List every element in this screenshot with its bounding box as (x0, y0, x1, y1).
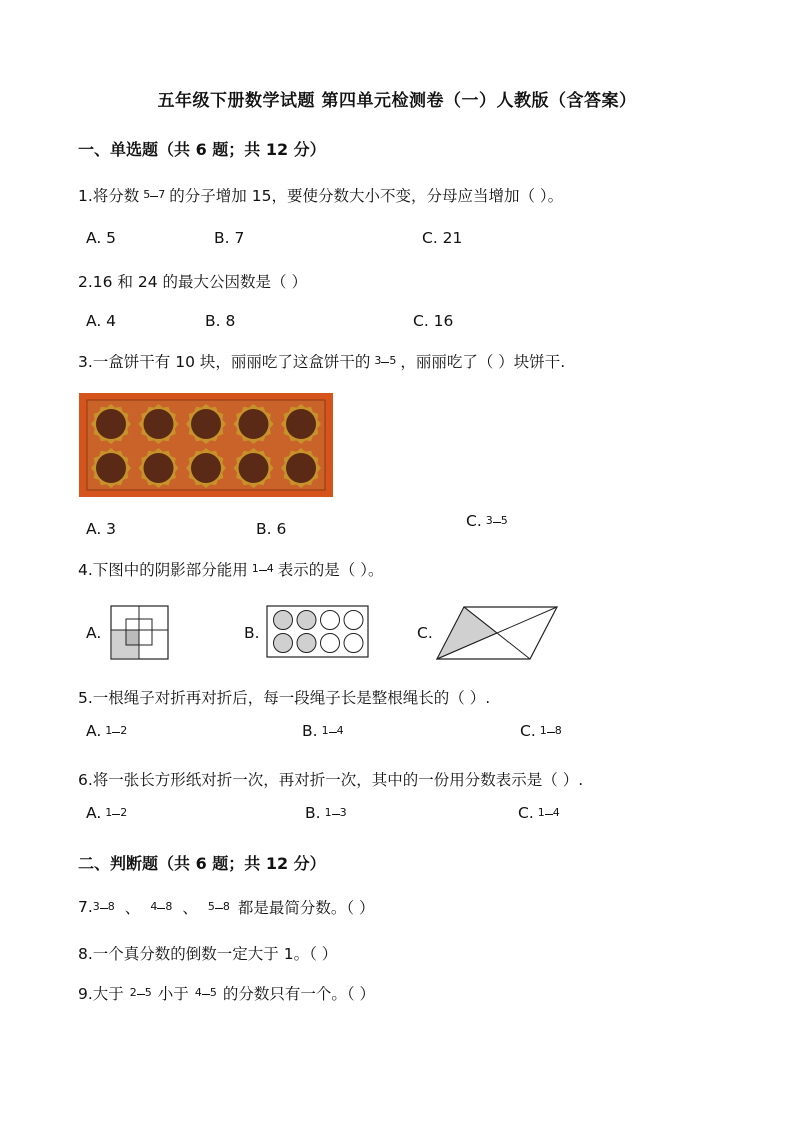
q4-text-post: 表示的是（ ）。 (277, 561, 384, 579)
q7-fraction-2 (150, 901, 172, 913)
q9-text-pre: 9.大于 (78, 985, 124, 1003)
question-8 (78, 942, 337, 964)
q5-c-den: 8 (554, 724, 562, 737)
q5-b-num: 1 (321, 724, 329, 737)
q4-fraction (252, 563, 274, 575)
q7-f1-num: 3 (92, 900, 100, 913)
q9-f2-den: 5 (209, 986, 217, 999)
q7-fraction-1 (93, 901, 115, 913)
q6-a-label: A. (86, 804, 102, 822)
q3-text-post: ，丽丽吃了（ ）块饼干. (400, 353, 566, 371)
q6-c-label: C. (518, 804, 534, 822)
section-single-choice: 一、单选题（共 6 题；共 12 分） (78, 140, 326, 159)
q2-option-c[interactable]: C. 16 (413, 312, 454, 330)
q8-text: 8.一个真分数的倒数一定大于 1。（ ） (78, 945, 338, 963)
q6-b-num: 1 (324, 806, 332, 819)
q1-frac-den: 7 (158, 188, 166, 201)
q6-a-den: 2 (120, 806, 128, 819)
q9-text-mid: 小于 (157, 985, 189, 1003)
q3-option-c[interactable] (466, 512, 512, 530)
q5-a-num: 1 (105, 724, 113, 737)
q5-option-c[interactable] (520, 722, 566, 740)
q9-f1-den: 5 (144, 986, 152, 999)
q6-text: 6.将一张长方形纸对折一次，再对折一次，其中的一份用分数表示是（ ）. (78, 771, 584, 789)
question-5 (78, 686, 490, 708)
q3-option-a[interactable]: A. 3 (86, 520, 117, 538)
q5-c-fraction (540, 725, 562, 737)
q1-option-b[interactable]: B. 7 (214, 229, 245, 247)
figure-b-circle (274, 611, 293, 630)
q1-option-a[interactable]: A. 5 (86, 229, 117, 247)
q5-b-label: B. (302, 722, 318, 740)
q3-c-num: 3 (485, 514, 493, 527)
q9-text-post: 的分数只有一个。（ ） (222, 985, 375, 1003)
question-7 (78, 896, 375, 918)
q4-option-b[interactable]: B. (244, 624, 260, 642)
question-6 (78, 768, 583, 790)
q2-text: 2.16 和 24 的最大公因数是（ ） (78, 273, 307, 291)
q7-sep-2: 、 (182, 899, 198, 917)
question-2 (78, 270, 307, 292)
q1-text-post: 的分子增加 15，要使分数大小不变，分母应当增加（ ）。 (169, 187, 564, 205)
q5-b-fraction (322, 725, 344, 737)
cookie (239, 453, 269, 483)
q6-b-fraction (325, 807, 347, 819)
q4-figure-b (266, 605, 370, 659)
q6-b-label: B. (305, 804, 321, 822)
q1-frac-num: 5 (143, 188, 151, 201)
q7-number: 7. (78, 898, 93, 916)
q3-option-c-fraction (486, 515, 508, 527)
cookie (144, 453, 174, 483)
q7-f1-den: 8 (107, 900, 115, 913)
cookie (191, 409, 221, 439)
q1-option-c[interactable]: C. 21 (422, 229, 463, 247)
cookie (96, 409, 126, 439)
question-4 (78, 558, 383, 580)
q6-option-b[interactable] (305, 804, 351, 822)
q5-option-b[interactable] (302, 722, 348, 740)
q4-option-a[interactable]: A. (86, 624, 102, 642)
q9-f1-num: 2 (129, 986, 137, 999)
cookie (191, 453, 221, 483)
q3-text-pre: 3.一盒饼干有 10 块，丽丽吃了这盒饼干的 (78, 353, 371, 371)
q2-option-a[interactable]: A. 4 (86, 312, 117, 330)
q2-option-b[interactable]: B. 8 (205, 312, 236, 330)
figure-b-circle (344, 611, 363, 630)
figure-b-circle (321, 634, 340, 653)
question-9 (78, 982, 375, 1004)
cookie (96, 453, 126, 483)
cookie (286, 453, 316, 483)
figure-b-circle (297, 634, 316, 653)
q5-c-num: 1 (539, 724, 547, 737)
q4-frac-den: 4 (266, 562, 274, 575)
q4-option-c[interactable]: C. (417, 624, 433, 642)
q6-a-num: 1 (105, 806, 113, 819)
figure-b-circle (297, 611, 316, 630)
q3-frac-num: 3 (374, 354, 382, 367)
page-title: 五年级下册数学试题 第四单元检测卷（一）人教版（含答案） (157, 91, 637, 111)
q5-text: 5.一根绳子对折再对折后，每一段绳子长是整根绳长的（ ）. (78, 689, 491, 707)
q6-c-num: 1 (537, 806, 545, 819)
q5-b-den: 4 (336, 724, 344, 737)
figure-b-circle (344, 634, 363, 653)
q7-f3-num: 5 (207, 900, 215, 913)
q7-sep-1: 、 (124, 899, 141, 917)
q3-c-den: 5 (500, 514, 508, 527)
cookie-box-image (78, 392, 334, 498)
q7-f2-num: 4 (150, 900, 158, 913)
q7-text-post: 都是最简分数。（ ） (237, 899, 375, 917)
q1-text-pre: 1.将分数 (78, 187, 140, 205)
q3-option-b[interactable]: B. 6 (256, 520, 287, 538)
q3-fraction (374, 355, 396, 367)
question-3 (78, 350, 565, 372)
q9-fraction-2 (195, 987, 217, 999)
q3-frac-den: 5 (389, 354, 397, 367)
cookie (144, 409, 174, 439)
figure-b-circle (321, 611, 340, 630)
cookie (239, 409, 269, 439)
q4-text-pre: 4.下图中的阴影部分能用 (78, 561, 248, 579)
q4-figure-c (436, 605, 560, 661)
q5-a-fraction (105, 725, 127, 737)
q3-option-c-label: C. (466, 512, 482, 530)
q7-f2-den: 8 (165, 900, 173, 913)
q7-fraction-3 (208, 901, 230, 913)
q6-option-a[interactable] (86, 804, 131, 822)
q9-fraction-1 (130, 987, 152, 999)
q6-b-den: 3 (339, 806, 347, 819)
q4-frac-num: 1 (251, 562, 259, 575)
q6-c-fraction (538, 807, 560, 819)
section-true-false: 二、判断题（共 6 题；共 12 分） (78, 854, 326, 873)
cookie (286, 409, 316, 439)
q5-a-den: 2 (120, 724, 128, 737)
question-1 (78, 184, 563, 206)
q1-fraction (143, 189, 165, 201)
q9-f2-num: 4 (194, 986, 202, 999)
q6-a-fraction (105, 807, 127, 819)
q5-a-label: A. (86, 722, 102, 740)
q6-option-c[interactable] (518, 804, 564, 822)
q7-f3-den: 8 (222, 900, 230, 913)
q6-c-den: 4 (552, 806, 560, 819)
q5-c-label: C. (520, 722, 536, 740)
q5-option-a[interactable] (86, 722, 131, 740)
q4-figure-a (110, 605, 170, 661)
figure-b-circle (274, 634, 293, 653)
